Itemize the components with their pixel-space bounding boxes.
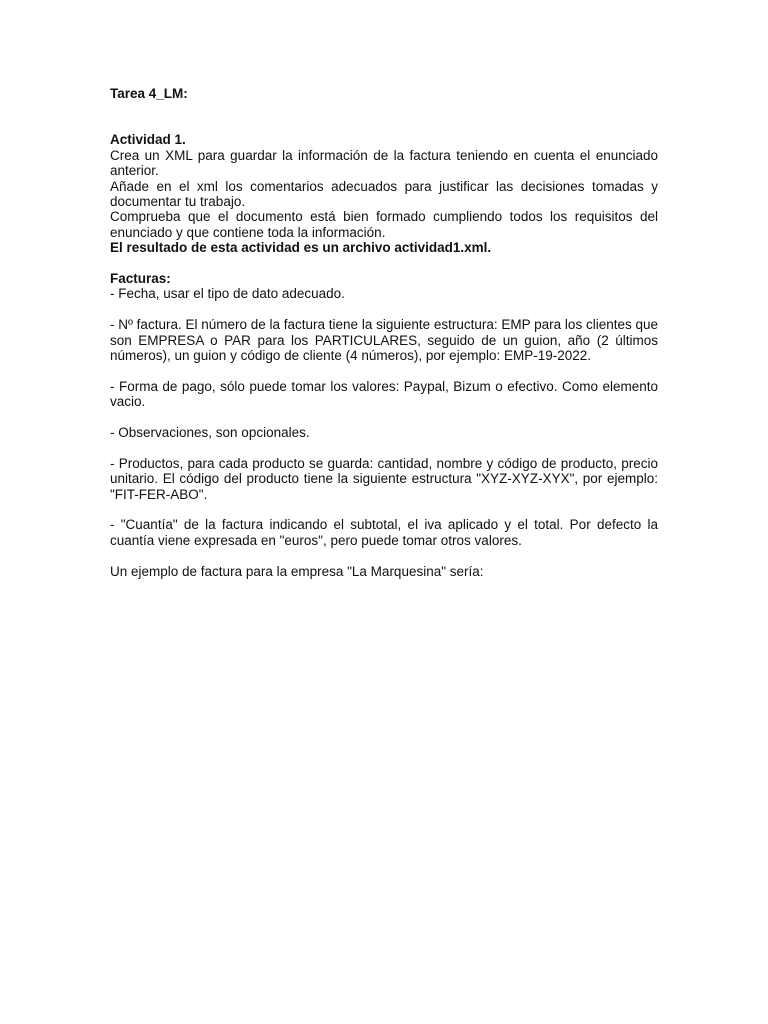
invoices-heading: Facturas: xyxy=(110,271,171,287)
activity-paragraph-1: Crea un XML para guardar la información de la factura teniendo en cuenta el enunciado anterior. xyxy=(110,147,658,179)
document-body xyxy=(110,86,658,579)
spacer xyxy=(110,502,658,517)
activity-heading: Actividad 1. xyxy=(110,132,186,148)
spacer xyxy=(110,302,658,317)
spacer xyxy=(110,256,658,271)
spacer xyxy=(110,101,658,132)
document-title: Tarea 4_LM: xyxy=(110,86,188,101)
invoice-products-item: - Productos, para cada producto se guarda: cantidad, nombre y código de producto, precio unitario. El código del producto tiene la siguiente estructura "XYZ-XYZ-XYX", por ejemplo: "FIT-FER-ABO". xyxy=(110,455,658,502)
invoice-payment-item: - Forma de pago, sólo puede tomar los valores: Paypal, Bizum o efectivo. Como elemento vacio. xyxy=(110,378,658,410)
activity-paragraph-3: Comprueba que el documento está bien formado cumpliendo todos los requisitos del enunciado y que contiene toda la información. xyxy=(110,209,658,240)
spacer xyxy=(110,548,658,563)
invoice-date-item: - Fecha, usar el tipo de dato adecuado. xyxy=(110,286,345,302)
spacer xyxy=(110,410,658,425)
invoice-example-intro: Un ejemplo de factura para la empresa "La Marquesina" sería: xyxy=(110,563,484,579)
invoice-number-item: - Nº factura. El número de la factura tiene la siguiente estructura: EMP para los clientes que son EMPRESA o PAR para los PARTICULARES, seguido de un guion, año (2 últimos números), un guion y código de cliente (4 números), por ejemplo: EMP-19-2022. xyxy=(110,317,658,364)
invoice-notes-item: - Observaciones, son opcionales. xyxy=(110,425,310,441)
invoice-amount-item: - "Cuantía" de la factura indicando el subtotal, el iva aplicado y el total. Por defecto la cuantía viene expresada en "euros", pero puede tomar otros valores. xyxy=(110,517,658,548)
spacer xyxy=(110,363,658,378)
spacer xyxy=(110,440,658,455)
activity-result: El resultado de esta actividad es un archivo actividad1.xml. xyxy=(110,240,492,256)
activity-paragraph-2: Añade en el xml los comentarios adecuados para justificar las decisiones tomadas y documentar tu trabajo. xyxy=(110,178,658,210)
